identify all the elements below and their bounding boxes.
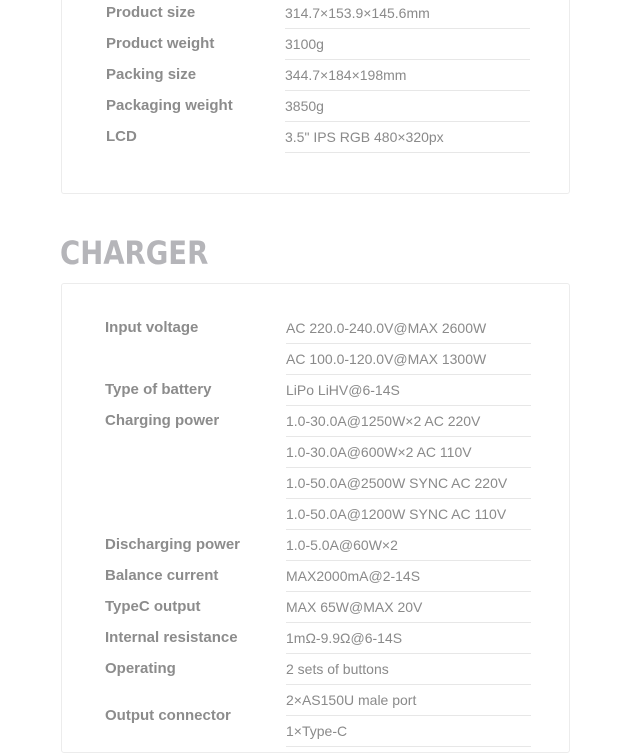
spec-value: 1.0-5.0A@60W×2	[286, 530, 531, 561]
spec-row	[62, 530, 571, 561]
spec-label: Operating	[105, 660, 176, 677]
product-specs-card	[61, 0, 570, 194]
spec-label: Charging power	[105, 412, 220, 429]
spec-row	[62, 654, 571, 685]
spec-label: Packaging weight	[106, 97, 233, 114]
spec-value: 2×AS150U male port	[286, 685, 531, 716]
spec-label: Output connector	[105, 707, 231, 724]
spec-row	[62, 91, 571, 122]
spec-value: 2 sets of buttons	[286, 654, 531, 685]
spec-label: Type of battery	[105, 381, 212, 398]
spec-value: 3850g	[285, 91, 530, 122]
spec-row	[62, 29, 571, 60]
section-title-charger: CHARGER	[60, 234, 209, 272]
spec-row	[62, 623, 571, 654]
spec-row	[62, 313, 571, 375]
row-divider	[105, 746, 286, 747]
spec-row	[62, 60, 571, 91]
spec-value: 1.0-50.0A@2500W SYNC AC 220V	[286, 468, 531, 499]
spec-value: AC 220.0-240.0V@MAX 2600W	[286, 313, 531, 344]
spec-label: Packing size	[106, 66, 197, 83]
spec-value: LiPo LiHV@6-14S	[286, 375, 531, 406]
spec-label: TypeC output	[105, 598, 201, 615]
spec-value: AC 100.0-120.0V@MAX 1300W	[286, 344, 531, 375]
spec-value: 3100g	[285, 29, 530, 60]
spec-label: Product weight	[106, 35, 215, 52]
spec-label: Input voltage	[105, 319, 199, 336]
spec-label: Balance current	[105, 567, 219, 584]
spec-row	[62, 592, 571, 623]
spec-value: 344.7×184×198mm	[285, 60, 530, 91]
spec-value: MAX 65W@MAX 20V	[286, 592, 531, 623]
spec-label: Internal resistance	[105, 629, 238, 646]
spec-label: LCD	[106, 128, 137, 145]
spec-row	[62, 0, 571, 29]
spec-value: 1.0-30.0A@1250W×2 AC 220V	[286, 406, 531, 437]
spec-row	[62, 122, 571, 153]
row-divider	[106, 152, 285, 153]
charger-specs-card	[61, 283, 570, 753]
spec-value: 1.0-50.0A@1200W SYNC AC 110V	[286, 499, 531, 530]
spec-row	[62, 375, 571, 406]
spec-label: Discharging power	[105, 536, 241, 553]
spec-value: 3.5" IPS RGB 480×320px	[285, 122, 530, 153]
spec-value: 1mΩ-9.9Ω@6-14S	[286, 623, 531, 654]
spec-value: MAX2000mA@2-14S	[286, 561, 531, 592]
spec-value: 1.0-30.0A@600W×2 AC 110V	[286, 437, 531, 468]
spec-row	[62, 561, 571, 592]
spec-value: 314.7×153.9×145.6mm	[285, 0, 530, 29]
spec-label: Product size	[106, 4, 196, 21]
spec-value: 1×Type-C	[286, 716, 531, 747]
spec-row	[62, 406, 571, 530]
spec-row	[62, 685, 571, 747]
